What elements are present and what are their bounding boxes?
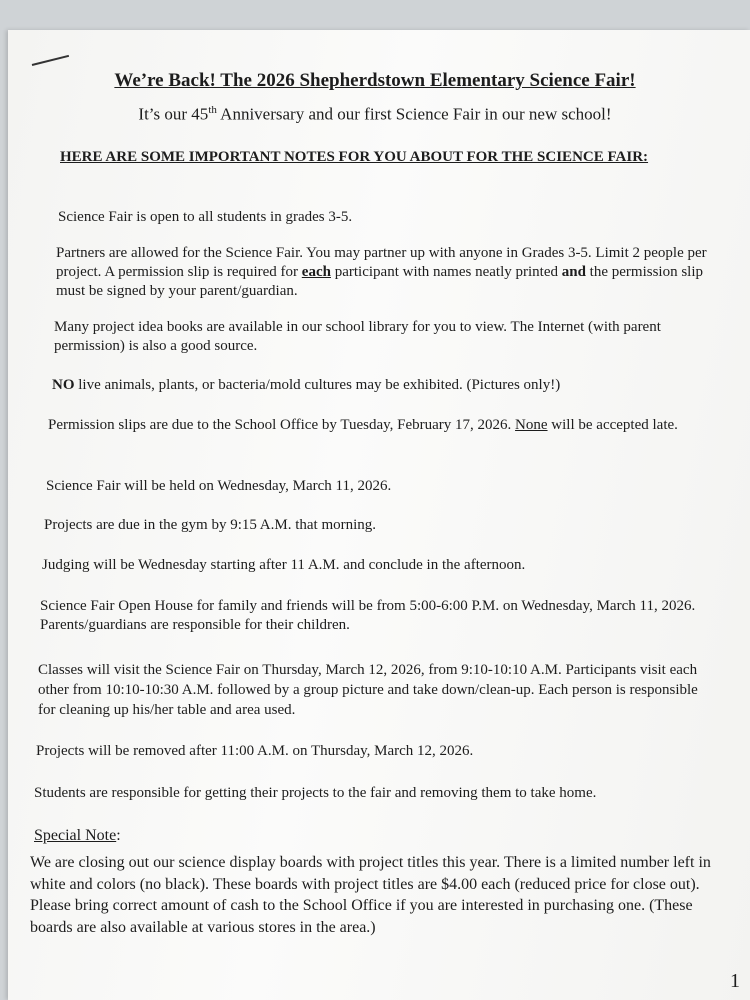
partners-text-1: Partners are allowed for the Science Fair. You may partner up with anyone in Grades 3-5. Limit 2 people per project. A permission slip is required for (56, 245, 707, 280)
partners-text-2: participant with names neatly printed (330, 264, 562, 280)
special-note-colon: : (116, 827, 121, 844)
subtitle-pre: It’s our 45 (138, 104, 209, 124)
page-title: We’re Back! The 2026 Shepherdstown Elementary Science Fair! (114, 70, 636, 91)
partners-text-3: the permission slip must be signed by your parent/guardian. (56, 264, 703, 299)
note-removed: Projects will be removed after 11:00 A.M. on Thursday, March 12, 2026. (36, 743, 474, 759)
subtitle-superscript: th (208, 104, 217, 116)
note-due: Projects are due in the gym by 9:15 A.M. that morning. (44, 517, 377, 533)
note-no-animals (52, 376, 722, 395)
note-held: Science Fair will be held on Wednesday, March 11, 2026. (46, 478, 392, 494)
note-permission-slips (48, 416, 720, 435)
page-subtitle (0, 104, 750, 125)
note-judging: Judging will be Wednesday starting after 11 A.M. and conclude in the afternoon. (42, 557, 526, 573)
slips-text-1: Permission slips are due to the School Office by Tuesday, February 17, 2026. (48, 417, 516, 433)
no-rest: live animals, plants, or bacteria/mold cultures may be exhibited. (Pictures only!) (74, 377, 561, 393)
note-partners (56, 244, 716, 301)
note-open-house: Science Fair Open House for family and friends will be from 5:00-6:00 P.M. on Wednesday, March 11, 2026. Parents/guardians are responsible for their children. (40, 598, 696, 633)
no-word: NO (52, 377, 75, 393)
special-note-heading (34, 826, 334, 845)
slips-none: None (515, 417, 548, 433)
note-grades: Science Fair is open to all students in grades 3-5. (58, 209, 353, 225)
partners-and: and (561, 264, 586, 280)
partners-each: each (301, 264, 331, 280)
note-classes: Classes will visit the Science Fair on Thursday, March 12, 2026, from 9:10-10:10 A.M. Participants visit each other from 10:10-10:30 A.M. followed by a group picture and take down/clean-up. Each person is responsible for cleaning up his/her table and area used. (38, 662, 698, 718)
page-number: 1 (730, 970, 740, 992)
special-note-label: Special Note (34, 827, 117, 844)
special-note-body: We are closing out our science display boards with project titles this year. There is a limited number left in white and colors (no black). These boards with project titles are $4.00 each (reduced price for close out). Please bring correct amount of cash to the School Office if you are interested in purchasing one. (These boards are also available at various stores in the area.) (30, 854, 711, 936)
notes-heading: HERE ARE SOME IMPORTANT NOTES FOR YOU ABOUT FOR THE SCIENCE FAIR: (60, 149, 649, 165)
subtitle-post: Anniversary and our first Science Fair in our new school! (216, 104, 612, 124)
note-responsible: Students are responsible for getting their projects to the fair and removing them to take home. (34, 785, 597, 801)
note-books: Many project idea books are available in our school library for you to view. The Internet (with parent permission) is also a good source. (54, 319, 661, 354)
slips-text-2: will be accepted late. (547, 417, 678, 433)
